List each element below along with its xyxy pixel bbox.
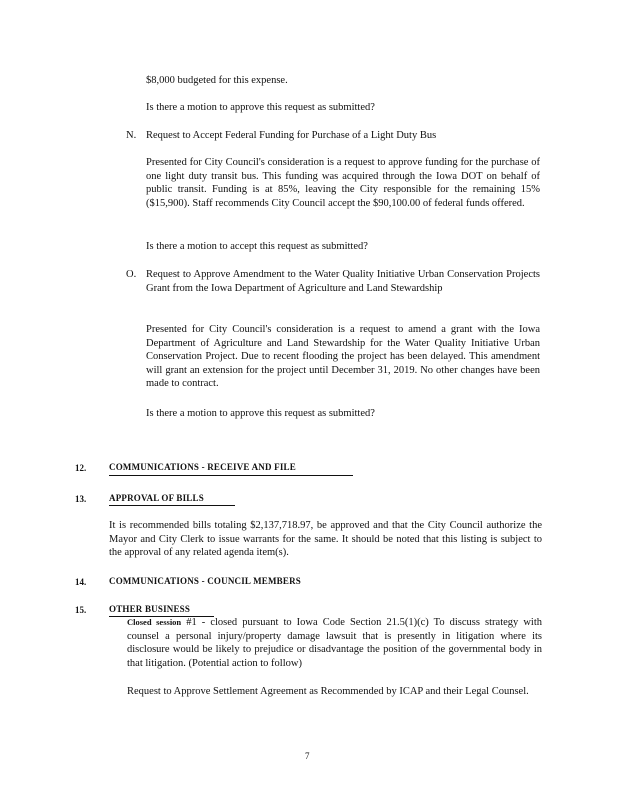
budget-line: $8,000 budgeted for this expense.: [146, 75, 288, 86]
section-number-12: 12.: [75, 463, 87, 473]
item-title-n: Request to Accept Federal Funding for Purchase of a Light Duty Bus: [146, 130, 437, 141]
section-number-14: 14.: [75, 577, 87, 587]
closed-session-label: Closed session: [127, 617, 182, 627]
motion-text-m: Is there a motion to approve this request as submitted?: [146, 102, 375, 113]
section-heading-13: APPROVAL OF BILLS: [109, 493, 204, 503]
motion-text-n: Is there a motion to accept this request as submitted?: [146, 241, 368, 252]
section-number-13: 13.: [75, 494, 87, 504]
item-body-o: Presented for City Council's consideration is a request to amend a grant with the Iowa Department of Agriculture and Land Stewardship for the Water Quality Initiative Urban Conservation Project. Due to recent flooding the project has been delayed. This amendment will grant an extension for the project until December 31, 2019. No other changes have been made to contract.: [146, 324, 540, 389]
settlement-request: Request to Approve Settlement Agreement as Recommended by ICAP and their Legal Counsel.: [127, 686, 529, 697]
closed-session-paragraph: [127, 616, 542, 670]
section-heading-12: COMMUNICATIONS - RECEIVE AND FILE: [109, 462, 296, 472]
item-letter-n: N.: [126, 130, 137, 141]
item-body-n: Presented for City Council's consideration is a request to approve funding for the purchase of one light duty transit bus. This funding was acquired through the Iowa DOT on behalf of public transit. Funding is at 85%, leaving the City responsible for the remaining 15% ($15,900). Staff recommends City Council accept the $90,100.00 of federal funds offered.: [146, 157, 540, 209]
closed-session-text: #1 - closed pursuant to Iowa Code Section 21.5(1)(c) To discuss strategy with counsel a personal injury/property damage lawsuit that is presently in litigation where its disclosure would be likely to prejudice or disadvantage the position of the governmental body in that litigation. (Potential action to follow): [127, 617, 542, 669]
page-number: 7: [305, 751, 310, 761]
motion-text-o: Is there a motion to approve this request as submitted?: [146, 408, 375, 419]
section-heading-15: OTHER BUSINESS: [109, 604, 191, 614]
item-letter-o: O.: [126, 269, 137, 280]
heading-underline-13: [109, 505, 235, 506]
section-body-13: It is recommended bills totaling $2,137,718.97, be approved and that the City Council authorize the Mayor and City Clerk to issue warrants for the same. It should be noted that this listing is subject to the approval of any related agenda item(s).: [109, 520, 542, 558]
item-title-o: Request to Approve Amendment to the Water Quality Initiative Urban Conservation Projects Grant from the Iowa Department of Agriculture and Land Stewardship: [146, 269, 540, 294]
section-number-15: 15.: [75, 605, 87, 615]
heading-underline-12: [109, 475, 353, 476]
section-heading-14: COMMUNICATIONS - COUNCIL MEMBERS: [109, 576, 301, 586]
